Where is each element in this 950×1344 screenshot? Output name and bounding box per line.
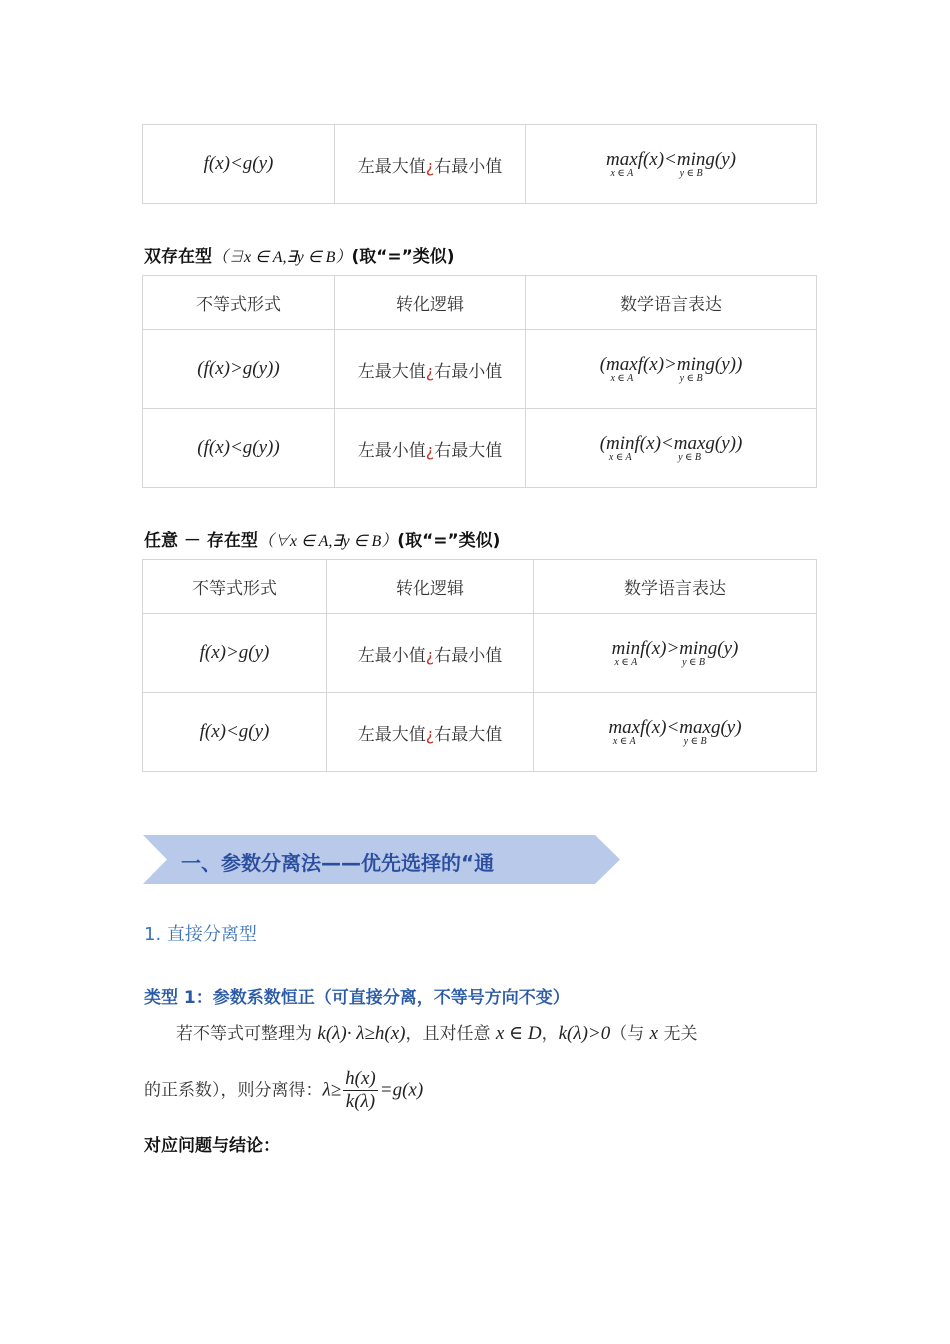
math-expression: ( min x ∈ A f(x)< max y ∈ B g(y)) bbox=[599, 433, 743, 463]
logic-cell: 左最大值¿右最小值 bbox=[335, 330, 526, 409]
inequality-form-cell: (f(x)<g(y)) bbox=[143, 409, 335, 488]
logic-cell: 左最小值¿右最大值 bbox=[335, 409, 526, 488]
section-heading-double-existence: 双存在型（∃x ∈ A,∃y ∈ B）(取“=”类似) bbox=[144, 247, 455, 267]
math-expression-cell bbox=[534, 693, 817, 772]
logic-cell bbox=[335, 125, 526, 204]
table-row bbox=[143, 693, 817, 772]
fraction: $\frac{h(x)}{k(\lambda)}$ bbox=[345, 1068, 376, 1112]
math-expression-cell bbox=[526, 125, 817, 204]
table-row bbox=[143, 614, 817, 693]
inverted-question-mark: ¿ bbox=[425, 361, 435, 381]
table-header-row bbox=[143, 560, 817, 614]
math-expression: max x ∈ A f(x)< max y ∈ B g(y) bbox=[608, 717, 742, 747]
inverted-question-mark: ¿ bbox=[425, 724, 435, 744]
table-row bbox=[143, 330, 817, 409]
column-header: 数学语言表达 bbox=[526, 276, 817, 330]
table-row bbox=[143, 409, 817, 488]
table-header-row bbox=[143, 276, 817, 330]
math-expression-cell bbox=[526, 409, 817, 488]
logic-text: 左最大值¿右最小值 bbox=[357, 156, 503, 177]
inequality-form-cell: f(x)>g(y) bbox=[143, 614, 327, 693]
math-expression-cell bbox=[526, 330, 817, 409]
column-header: 转化逻辑 bbox=[335, 276, 526, 330]
column-header: 不等式形式 bbox=[143, 560, 327, 614]
column-header: 转化逻辑 bbox=[327, 560, 534, 614]
paragraph-line-2: 的正系数），则分离得：λ≥ $\frac{h(x)}{k(\lambda)}$ =g(x) bbox=[144, 1068, 424, 1112]
math-expression: min x ∈ A f(x)> min y ∈ B g(y) bbox=[611, 638, 739, 668]
logic-cell: 左最大值¿右最大值 bbox=[327, 693, 534, 772]
inverted-question-mark: ¿ bbox=[425, 645, 435, 665]
inequality-form-cell: f(x)<g(y) bbox=[143, 693, 327, 772]
math-expression: ( max x ∈ A f(x)> min y ∈ B g(y)) bbox=[599, 354, 743, 384]
table-forall-exists bbox=[142, 559, 817, 772]
banner-title: 一、参数分离法——优先选择的“通 bbox=[181, 851, 495, 875]
inequality-form-cell: (f(x)>g(y)) bbox=[143, 330, 335, 409]
column-header: 数学语言表达 bbox=[534, 560, 817, 614]
subsection-title: 1. 直接分离型 bbox=[144, 924, 257, 945]
inequality-form-cell: f(x)<g(y) bbox=[143, 125, 335, 204]
chapter-banner bbox=[143, 835, 620, 884]
paragraph-line-1: 若不等式可整理为 k(λ)· λ≥h(x)，且对任意 x ∈ D，k(λ)>0（与 x 无关 bbox=[176, 1023, 698, 1044]
type-heading: 类型 1：参数系数恒正（可直接分离，不等号方向不变） bbox=[144, 988, 570, 1008]
inverted-question-mark: ¿ bbox=[425, 440, 435, 460]
table-double-existence bbox=[142, 275, 817, 488]
logic-cell: 左最小值¿右最小值 bbox=[327, 614, 534, 693]
column-header: 不等式形式 bbox=[143, 276, 335, 330]
inverted-question-mark: ¿ bbox=[425, 156, 435, 176]
math-expression-cell bbox=[534, 614, 817, 693]
correspondence-heading: 对应问题与结论： bbox=[144, 1136, 280, 1156]
section-heading-forall-exists: 任意 － 存在型（∀x ∈ A,∃y ∈ B）(取“=”类似) bbox=[144, 531, 501, 551]
math-expression: max x ∈ A f(x)< min y ∈ B g(y) bbox=[606, 149, 736, 179]
table-continued bbox=[142, 124, 817, 204]
table-row bbox=[143, 125, 817, 204]
